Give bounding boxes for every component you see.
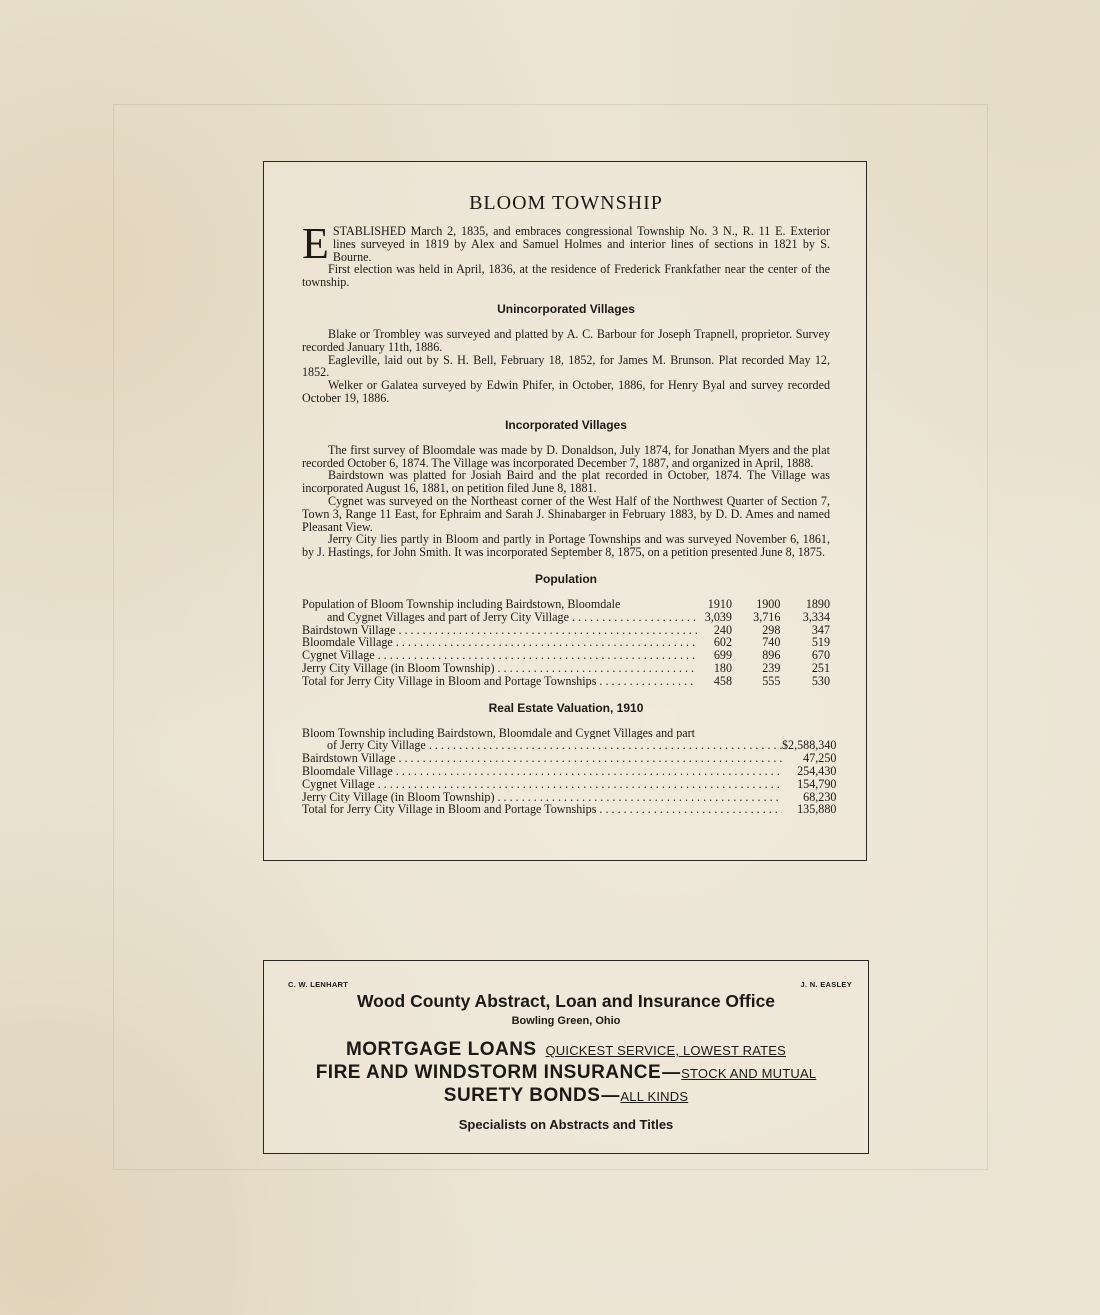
ad-line-insurance	[264, 1062, 868, 1084]
intro-paragraph	[302, 219, 830, 268]
ad-line-big-text: MORTGAGE LOANS	[345, 1039, 537, 1060]
ad-line-mortgage	[264, 1039, 868, 1061]
table-cell-label: Bairdstown Village . . .	[302, 624, 697, 637]
table-row	[302, 752, 836, 765]
ad-company-name: Wood County Abstract, Loan and Insurance Office	[356, 991, 776, 1011]
table-cell-value: 3,039	[704, 609, 732, 624]
unincorporated-paragraph: Eagleville, laid out by S. H. Bell, February 18, 1852, for James M. Brunson. Plat recorded May 12, 1852.	[302, 352, 830, 380]
table-cell-value: 154,790	[797, 776, 837, 791]
table-cell-label: of Jerry City Village . . .	[302, 739, 782, 752]
ad-dash: —	[601, 1085, 620, 1105]
ad-line-big-text: SURETY BONDS	[443, 1085, 601, 1106]
valuation-table	[302, 727, 836, 817]
ad-line-surety	[264, 1085, 868, 1107]
table-row	[302, 739, 836, 752]
table-cell-label: Total for Jerry City Village in Bloom and Portage Townships . . .	[302, 675, 697, 688]
year-header-1910: 1910	[707, 596, 732, 611]
table-cell-value: 602	[713, 635, 732, 650]
table-cell-value: 740	[762, 635, 781, 650]
year-header-1890: 1890	[805, 596, 830, 611]
incorporated-paragraph: Jerry City lies partly in Bloom and partly in Portage Townships and was surveyed November 6, 1861, by J. Hastings, for John Smith. It was incorporated September 8, 1875, on a petition presented June 8, 1875.	[302, 532, 830, 560]
population-heading: Population	[535, 571, 597, 586]
table-cell-label: Cygnet Village . . .	[302, 649, 697, 662]
table-cell-value: 240	[713, 622, 732, 637]
table-row	[302, 778, 836, 791]
intro-text: STABLISHED March 2, 1835, and embraces congressional Township No. 3 N., R. 11 E. Exterior lines surveyed in 1819 by Alex and Samuel Holmes and interior lines of sections in 1821 by S. Bourne.	[332, 224, 830, 264]
valuation-heading: Real Estate Valuation, 1910	[488, 700, 644, 715]
table-cell-label: Jerry City Village (in Bloom Township) . . .	[302, 662, 697, 675]
table-cell-label: Cygnet Village . . .	[302, 778, 782, 791]
table-cell-value: 68,230	[803, 789, 837, 804]
table-cell-label: Bairdstown Village . . .	[302, 752, 782, 765]
incorporated-paragraph: The first survey of Bloomdale was made by D. Donaldson, July 1874, for Jonathan Myers and the plat recorded October 6, 1874. The Village was incorporated December 7, 1887, and organized in April, 1888.	[302, 442, 830, 470]
table-cell-value: 458	[713, 673, 732, 688]
table-row	[302, 598, 830, 611]
table-cell-value: 896	[762, 648, 781, 663]
table-row	[302, 624, 830, 637]
ad-line-small-text: QUICKEST SERVICE, LOWEST RATES	[545, 1043, 787, 1058]
table-row	[302, 727, 836, 740]
ad-left-name: C. W. LENHART	[288, 980, 349, 989]
incorporated-villages-heading: Incorporated Villages	[505, 417, 627, 432]
ad-line-small-text: STOCK AND MUTUAL	[681, 1066, 817, 1081]
first-election-paragraph: First election was held in April, 1836, at the residence of Frederick Frankfather near the center of the township.	[302, 262, 830, 290]
table-cell-value: 239	[762, 660, 781, 675]
table-cell-label: Jerry City Village (in Bloom Township) . . .	[302, 791, 782, 804]
unincorporated-paragraph: Welker or Galatea surveyed by Edwin Phifer, in October, 1886, for Henry Byal and survey recorded October 19, 1886.	[302, 378, 830, 405]
table-cell-value: 519	[811, 635, 830, 650]
ad-right-name: J. N. EASLEY	[800, 980, 852, 989]
table-cell-value: 670	[811, 648, 830, 663]
table-cell-value: 3,716	[753, 609, 781, 624]
table-cell-label: Bloomdale Village . . .	[302, 636, 697, 649]
table-cell-value: 47,250	[803, 751, 837, 766]
ad-line-big-text: FIRE AND WINDSTORM INSURANCE	[315, 1062, 662, 1083]
incorporated-paragraph: Cygnet was surveyed on the Northeast corner of the West Half of the Northwest Quarter of Section 7, Town 3, Range 11 East, for Ephraim and Sarah J. Shinabarger in February 1883, by D. D. Ames and named Pleasant View.	[302, 493, 830, 534]
incorporated-paragraph: Bairdstown was platted for Josiah Baird and the plat recorded in October, 1874. The Village was incorporated August 16, 1881, on petition filed June 8, 1881.	[302, 468, 830, 496]
table-row	[302, 611, 830, 624]
table-row	[302, 662, 830, 675]
table-cell-label: Population of Bloom Township including Bairdstown, Bloomdale	[302, 597, 621, 611]
township-history-panel	[263, 161, 867, 861]
dollar-sign: $	[782, 738, 789, 753]
table-row	[302, 791, 836, 804]
table-cell-label: Total for Jerry City Village in Bloom and Portage Townships . . .	[302, 803, 782, 816]
table-cell-value: 180	[713, 660, 732, 675]
table-cell-value: 555	[762, 673, 781, 688]
table-cell-label: Bloom Township including Bairdstown, Bloomdale and Cygnet Villages and part	[302, 726, 696, 740]
table-cell-value: 254,430	[797, 763, 837, 778]
table-cell-value: 251	[811, 660, 830, 675]
page-title: BLOOM TOWNSHIP	[469, 192, 663, 214]
table-cell-value: 135,880	[797, 802, 837, 817]
table-cell-value: 3,334	[802, 609, 830, 624]
ad-city: Bowling Green, Ohio	[511, 1015, 621, 1027]
table-cell-value: 699	[713, 648, 732, 663]
drop-cap: E	[302, 219, 329, 268]
ad-line-small-text: ALL KINDS	[620, 1089, 689, 1104]
table-row	[302, 649, 830, 662]
ad-dash: —	[662, 1062, 681, 1082]
table-cell-value: 347	[811, 622, 830, 637]
table-cell-value: 2,588,340	[788, 738, 837, 753]
table-cell-label: Bloomdale Village . . .	[302, 765, 782, 778]
table-cell-value: 530	[811, 673, 830, 688]
unincorporated-paragraph: Blake or Trombley was surveyed and platted by A. C. Barbour for Joseph Trapnell, proprietor. Survey recorded January 11th, 1886.	[302, 326, 830, 354]
advertisement-panel	[263, 960, 869, 1154]
unincorporated-villages-heading: Unincorporated Villages	[497, 301, 635, 316]
table-cell-value: 298	[762, 622, 781, 637]
table-row	[302, 803, 836, 816]
year-header-1900: 1900	[756, 596, 781, 611]
table-cell-label: and Cygnet Villages and part of Jerry City Village . . .	[302, 611, 697, 624]
table-row	[302, 765, 836, 778]
ad-footer: Specialists on Abstracts and Titles	[458, 1117, 674, 1132]
table-row	[302, 636, 830, 649]
population-table	[302, 598, 830, 688]
table-row	[302, 675, 830, 688]
